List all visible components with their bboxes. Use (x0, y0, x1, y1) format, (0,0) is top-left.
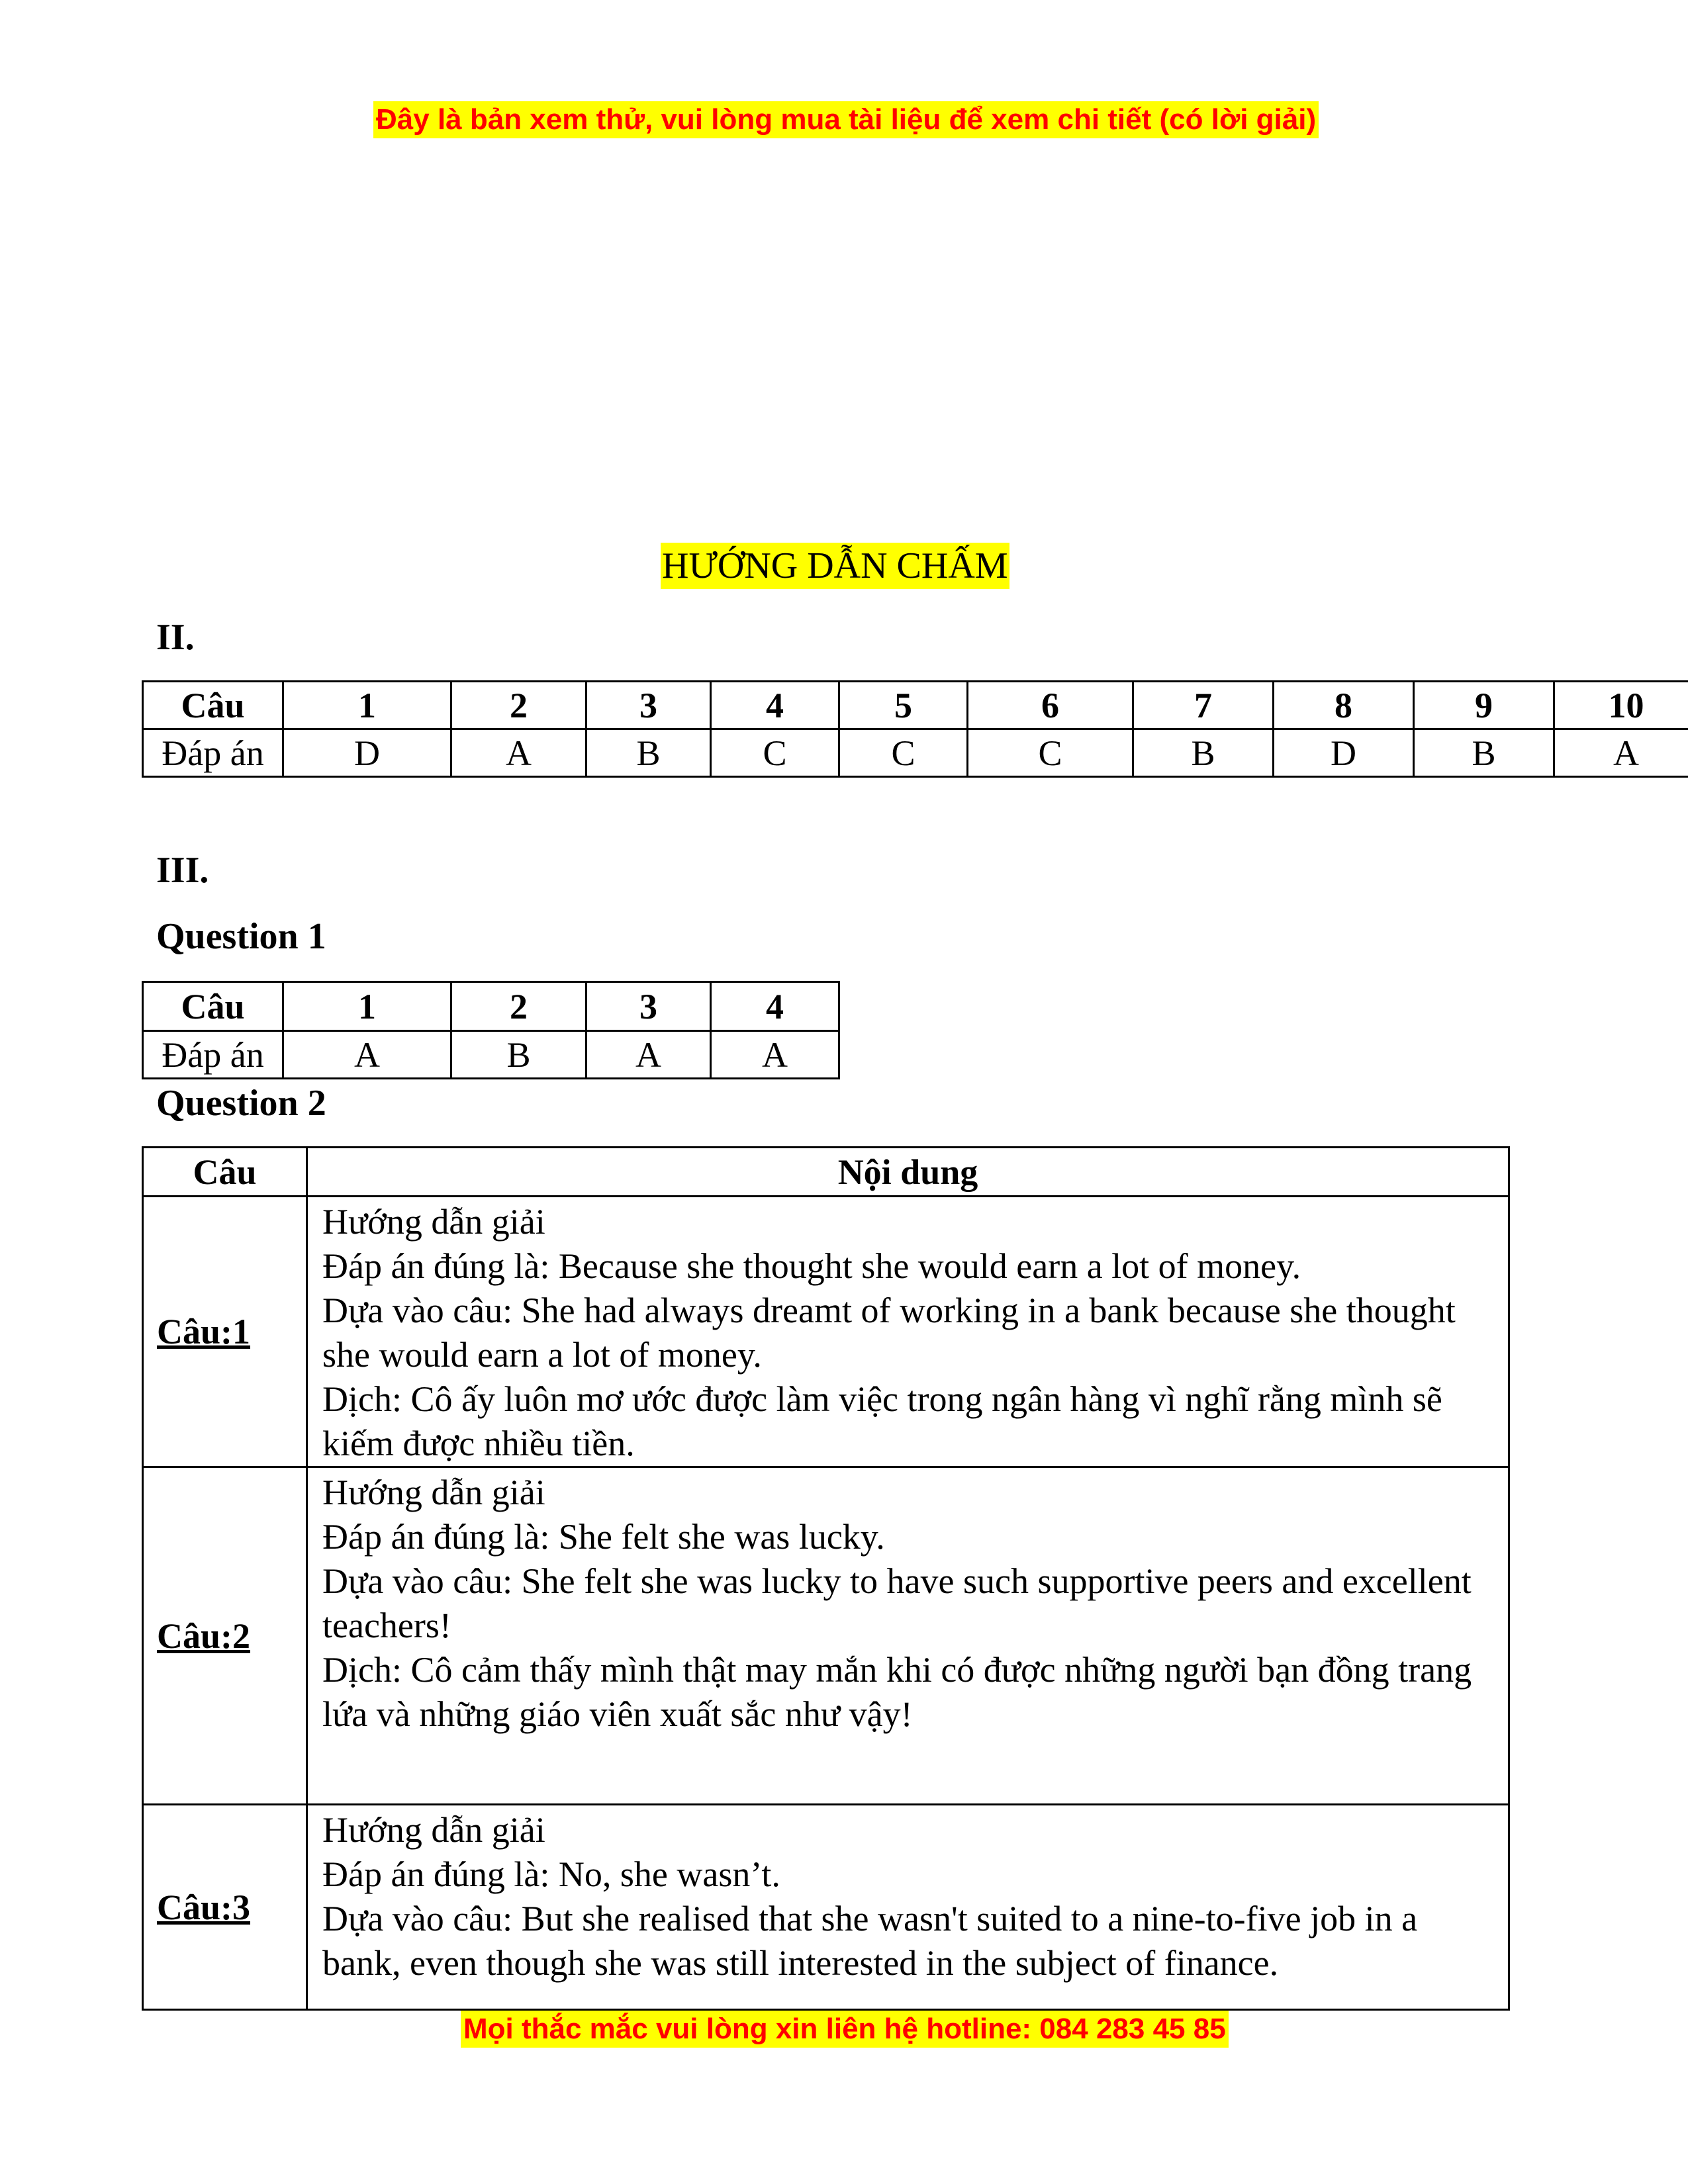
question-number: 3 (586, 682, 711, 729)
question-2-heading: Question 2 (156, 1083, 326, 1124)
row-label-dap-an: Đáp án (143, 1031, 283, 1079)
question-number: 10 (1554, 682, 1688, 729)
answer-cell: A (283, 1031, 451, 1079)
question-number: 2 (451, 982, 586, 1031)
explanation-row (143, 1197, 1509, 1467)
answer-cell: C (839, 729, 968, 777)
explanation-line: Dịch: Cô ấy luôn mơ ước được làm việc trong ngân hàng vì nghĩ rằng mình sẽ kiếm được nhiều tiền. (322, 1379, 1442, 1463)
question-label: Câu:3 (143, 1805, 307, 2010)
answer-cell: A (586, 1031, 711, 1079)
explanation-line: Dựa vào câu: She felt she was lucky to have such supportive peers and excellent teachers! (322, 1561, 1472, 1645)
answer-cell: A (451, 729, 586, 777)
question-number: 1 (283, 982, 451, 1031)
question-number: 8 (1274, 682, 1414, 729)
hotline-footer-banner: Mọi thắc mắc vui lòng xin liên hệ hotline: 084 283 45 85 (461, 2011, 1229, 2048)
answer-cell: D (283, 729, 451, 777)
explanation-table-question-2 (142, 1146, 1510, 2011)
answer-cell: C (711, 729, 839, 777)
question-number: 3 (586, 982, 711, 1031)
explanation-line: Dựa vào câu: She had always dreamt of working in a bank because she thought she would earn a lot of money. (322, 1291, 1456, 1375)
column-header-cau: Câu (143, 1148, 307, 1197)
question-number: 9 (1414, 682, 1554, 729)
section-ii-heading: II. (156, 617, 195, 658)
question-number-row (143, 982, 839, 1031)
explanation-line: Đáp án đúng là: Because she thought she would earn a lot of money. (322, 1246, 1301, 1286)
answer-cell: B (586, 729, 711, 777)
explanation-line: Đáp án đúng là: She felt she was lucky. (322, 1517, 885, 1557)
question-number: 7 (1133, 682, 1274, 729)
answer-cell: B (451, 1031, 586, 1079)
column-header-noi-dung: Nội dung (307, 1148, 1509, 1197)
question-number: 5 (839, 682, 968, 729)
explanation-line: Đáp án đúng là: No, she wasn’t. (322, 1854, 780, 1894)
explanation-content (307, 1467, 1509, 1805)
question-1-heading: Question 1 (156, 916, 326, 957)
row-label-cau: Câu (143, 982, 283, 1031)
explanation-line: Hướng dẫn giải (322, 1810, 545, 1850)
answer-cell: B (1414, 729, 1554, 777)
section-iii-heading: III. (156, 850, 209, 891)
answer-cell: A (1554, 729, 1688, 777)
question-number: 6 (968, 682, 1133, 729)
explanation-row (143, 1805, 1509, 2010)
question-number: 4 (711, 682, 839, 729)
explanation-row (143, 1467, 1509, 1805)
answer-cell: D (1274, 729, 1414, 777)
question-number: 4 (711, 982, 839, 1031)
answer-row (143, 1031, 839, 1079)
explanation-line: Hướng dẫn giải (322, 1473, 545, 1512)
explanation-line: Dịch: Cô cảm thấy mình thật may mắn khi có được những người bạn đồng trang lứa và những giáo viên xuất sắc như vậy! (322, 1650, 1472, 1734)
explanation-header-row (143, 1148, 1509, 1197)
page-title: HƯỚNG DẪN CHẤM (661, 543, 1009, 589)
explanation-line: Dựa vào câu: But she realised that she wasn't suited to a nine-to-five job in a bank, even though she was still interested in the subject of finance. (322, 1899, 1418, 1983)
explanation-content (307, 1197, 1509, 1467)
answer-table-section-ii (142, 680, 1688, 778)
question-number-row (143, 682, 1688, 729)
question-label: Câu:1 (143, 1197, 307, 1467)
question-label: Câu:2 (143, 1467, 307, 1805)
explanation-content (307, 1805, 1509, 2010)
explanation-line: Hướng dẫn giải (322, 1202, 545, 1242)
answer-cell: B (1133, 729, 1274, 777)
preview-notice-banner: Đây là bản xem thử, vui lòng mua tài liệu để xem chi tiết (có lời giải) (373, 101, 1319, 138)
question-number: 2 (451, 682, 586, 729)
answer-table-question-1 (142, 981, 840, 1079)
answer-row (143, 729, 1688, 777)
answer-cell: C (968, 729, 1133, 777)
row-label-cau: Câu (143, 682, 283, 729)
question-number: 1 (283, 682, 451, 729)
row-label-dap-an: Đáp án (143, 729, 283, 777)
answer-cell: A (711, 1031, 839, 1079)
